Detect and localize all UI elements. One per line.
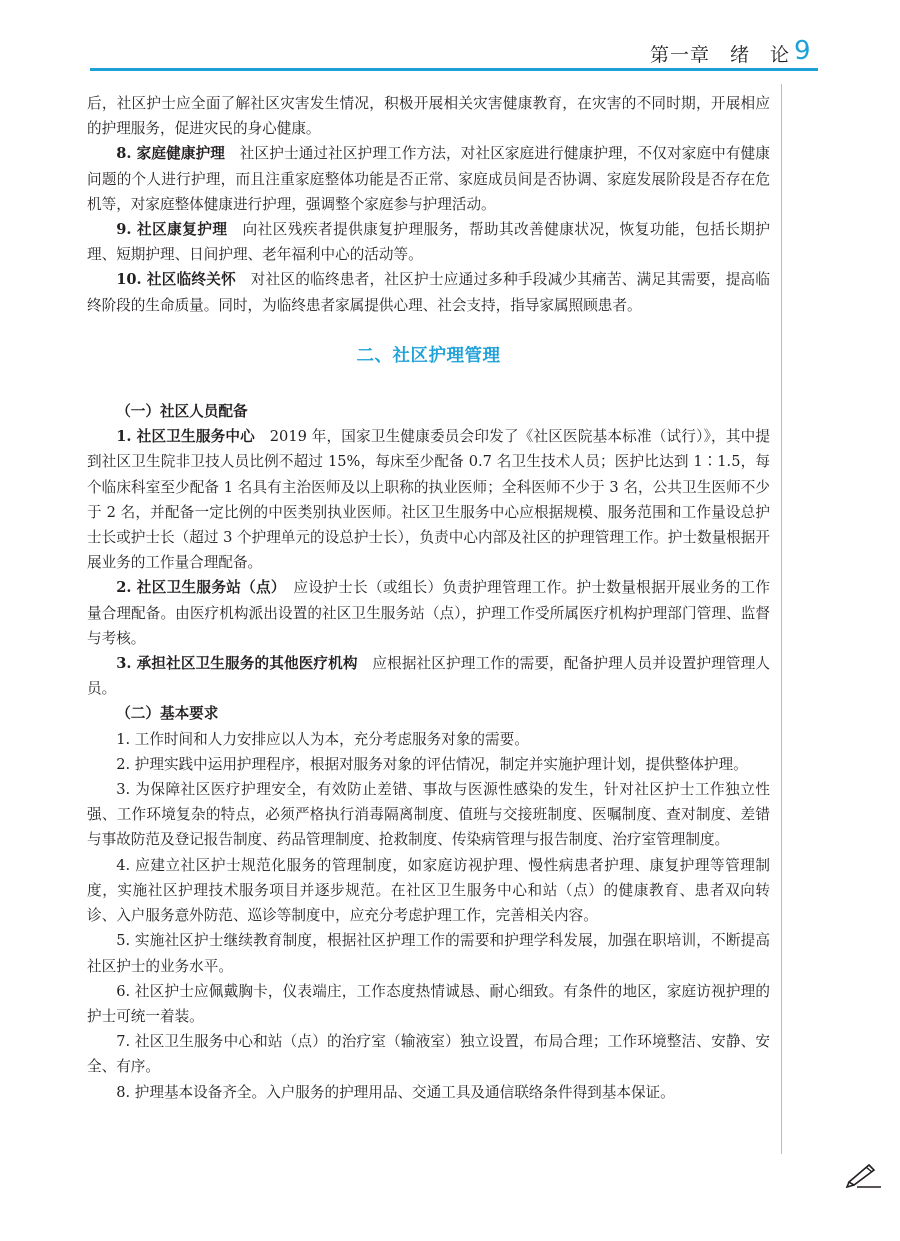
item-text: 应设护士长（或组长）负责护理管理工作。护士数量根据开展业务的工作量合理配备。由医疗机构派出设置的社区卫生服务站（点），护理工作受所属医疗机构护理部门管理、监督与考核。 (87, 579, 770, 647)
list-item (87, 575, 770, 651)
pen-note-icon (843, 1162, 883, 1188)
margin-rule (781, 84, 782, 1154)
subsection-heading: （二）基本要求 (116, 705, 219, 723)
list-item (87, 217, 770, 267)
requirement-item: 4. 应建立社区护士规范化服务的管理制度，如家庭访视护理、慢性病患者护理、康复护理等管理制度，实施社区护理技术服务项目并逐步规范。在社区卫生服务中心和站（点）的健康教育、患者双向转诊、入户服务意外防范、巡诊等制度中，应充分考虑护理工作，完善相关内容。 (87, 856, 770, 925)
list-item (87, 141, 770, 217)
chapter-title: 第一章 绪 论 (649, 44, 790, 66)
header-rule (90, 68, 818, 71)
list-item (87, 424, 770, 575)
section-heading: 二、社区护理管理 (356, 345, 501, 366)
requirement-item: 8. 护理基本设备齐全。入户服务的护理用品、交通工具及通信联络条件得到基本保证。 (116, 1083, 675, 1101)
requirement-item: 6. 社区护士应佩戴胸卡，仪表端庄，工作态度热情诚恳、耐心细致。有条件的地区，家庭访视护理的护士可统一着装。 (87, 982, 770, 1025)
page-number: 9 (794, 36, 811, 66)
requirement-item: 2. 护理实践中运用护理程序，根据对服务对象的评估情况，制定并实施护理计划，提供整体护理。 (116, 755, 748, 773)
item-text: 应根据社区护理工作的需要，配备护理人员并设置护理管理人员。 (87, 655, 770, 698)
requirement-item: 3. 为保障社区医疗护理安全，有效防止差错、事故与医源性感染的发生，针对社区护士工作独立性强、工作环境复杂的特点，必须严格执行消毒隔离制度、值班与交接班制度、医嘱制度、查对制度、差错与事故防范及登记报告制度、药品管理制度、抢救制度、传染病管理与报告制度、治疗室管理制度。 (87, 781, 770, 849)
item-text: 社区护士通过社区护理工作方法，对社区家庭进行健康护理，不仅对家庭中有健康问题的个人进行护理，而且注重家庭整体功能是否正常、家庭成员间是否协调、家庭发展阶段是否存在危机等，对家庭整体健康进行护理，强调整个家庭参与护理活动。 (87, 145, 770, 213)
list-item (87, 267, 770, 317)
subsection-heading: （一）社区人员配备 (116, 403, 248, 421)
item-title: 10. 社区临终关怀 (116, 271, 236, 289)
item-title: 2. 社区卫生服务站（点） (116, 579, 279, 597)
item-text: 向社区残疾者提供康复护理服务，帮助其改善健康状况，恢复功能，包括长期护理、短期护理、日间护理、老年福利中心的活动等。 (87, 221, 770, 264)
page-header (0, 0, 900, 80)
list-item (87, 651, 770, 701)
item-text: 2019 年，国家卫生健康委员会印发了《社区医院基本标准（试行）》，其中提到社区卫生院非卫技人员比例不超过 15%，每床至少配备 0.7 名卫生技术人员；医护比达到 1∶1.5，每个临床科室至少配备 1 名具有主治医师及以上职称的执业医师；全科医师不少于 3 名，公共卫生医师不少于 2 名，并配备一定比例的中医类别执业医师。社区卫生服务中心应根据规模、服务范围和工作量设总护士长或护士长（超过 3 个护理单元的设总护士长），负责中心内部及社区的护理管理工作。护士数量根据开展业务的工作量合理配备。 (87, 428, 770, 572)
item-title: 3. 承担社区卫生服务的其他医疗机构 (116, 655, 358, 673)
page-body (87, 91, 770, 1105)
requirement-item: 1. 工作时间和人力安排应以人为本，充分考虑服务对象的需要。 (116, 730, 529, 748)
item-title: 1. 社区卫生服务中心 (116, 428, 255, 446)
continued-paragraph: 后，社区护士应全面了解社区灾害发生情况，积极开展相关灾害健康教育，在灾害的不同时期，开展相应的护理服务，促进灾民的身心健康。 (87, 95, 770, 138)
requirement-item: 5. 实施社区护士继续教育制度，根据社区护理工作的需要和护理学科发展，加强在职培训，不断提高社区护士的业务水平。 (87, 932, 770, 975)
item-title: 9. 社区康复护理 (116, 221, 228, 239)
item-title: 8. 家庭健康护理 (116, 145, 226, 163)
item-text: 对社区的临终患者，社区护士应通过多种手段减少其痛苦、满足其需要，提高临终阶段的生命质量。同时，为临终患者家属提供心理、社会支持，指导家属照顾患者。 (87, 271, 770, 314)
requirement-item: 7. 社区卫生服务中心和站（点）的治疗室（输液室）独立设置，布局合理；工作环境整洁、安静、安全、有序。 (87, 1033, 770, 1076)
